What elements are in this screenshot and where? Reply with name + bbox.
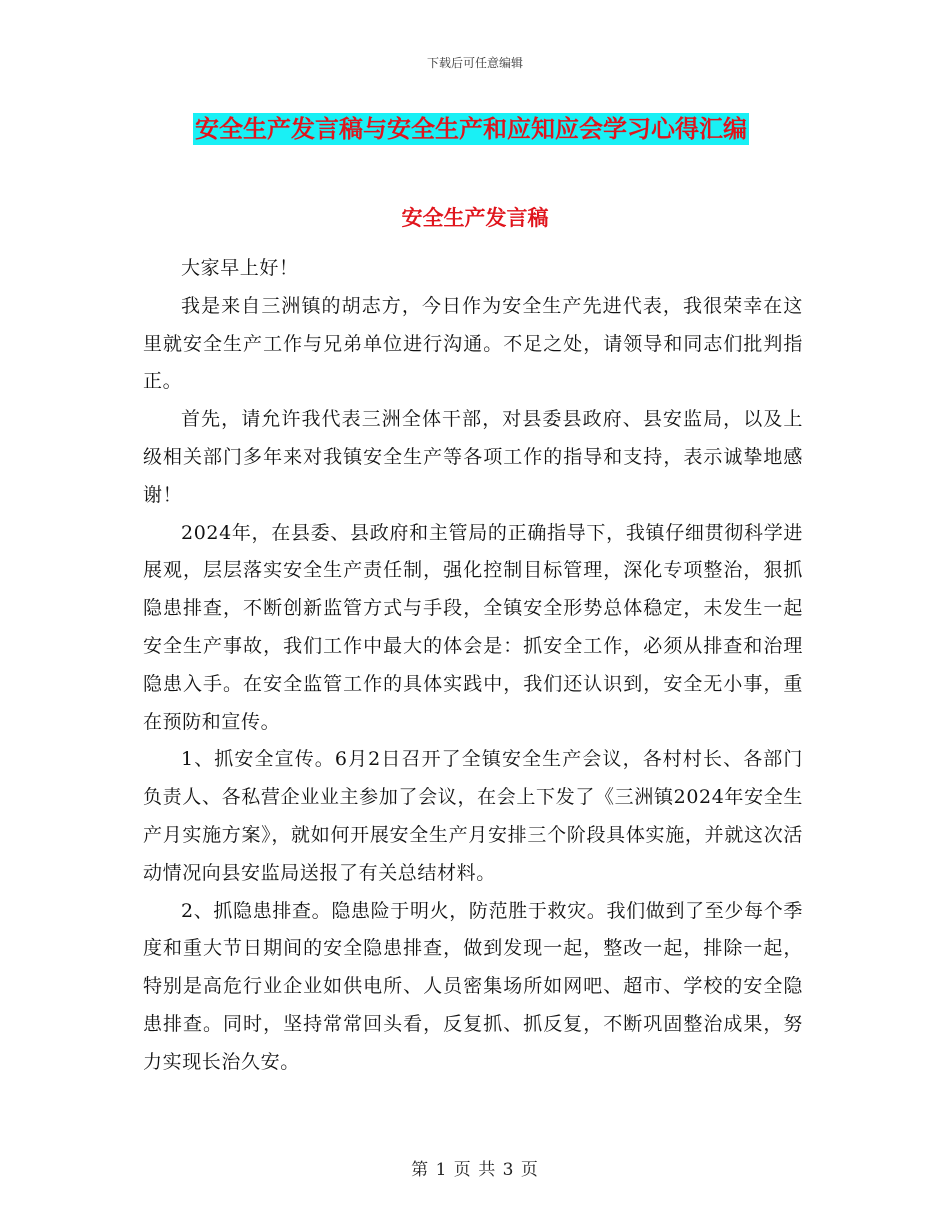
page-footer: 第 1 页 共 3 页 bbox=[411, 1160, 539, 1180]
paragraph-safety-publicity: 1、抓安全宣传。6月2日召开了全镇安全生产会议，各村村长、各部门负责人、各私营企业业主参加了会议，在会上下发了《三洲镇2024年安全生产月实施方案》，就如何开展安全生产月安排三个阶段具体实施，并就这次活动情况向县安监局送报了有关总结材料。 bbox=[143, 748, 803, 884]
paragraph-greeting: 大家早上好！ bbox=[181, 257, 299, 279]
paragraph-thanks: 首先，请允许我代表三洲全体干部，对县委县政府、县安监局，以及上级相关部门多年来对我镇安全生产等各项工作的指导和支持，表示诚挚地感谢！ bbox=[143, 408, 803, 506]
paragraph-introduction: 我是来自三洲镇的胡志方，今日作为安全生产先进代表，我很荣幸在这里就安全生产工作与兄弟单位进行沟通。不足之处，请领导和同志们批判指正。 bbox=[143, 294, 803, 393]
paragraph-summary-2024: 2024年，在县委、县政府和主管局的正确指导下，我镇仔细贯彻科学进展观，层层落实安全生产责任制，强化控制目标管理，深化专项整治，狠抓隐患排查，不断创新监管方式与手段，全镇安全形势总体稳定，未发生一起安全生产事故，我们工作中最大的体会是：抓安全工作，必须从排查和治理隐患入手。在安全监管工作的具体实践中，我们还认识到，安全无小事，重在预防和宣传。 bbox=[143, 521, 803, 733]
document-main-title: 安全生产发言稿与安全生产和应知应会学习心得汇编 bbox=[195, 115, 747, 143]
document-body bbox=[143, 250, 803, 1082]
header-note: 下载后可任意编辑 bbox=[426, 56, 523, 70]
section-title: 安全生产发言稿 bbox=[401, 206, 549, 230]
paragraph-hazard-inspection: 2、抓隐患排查。隐患险于明火，防范胜于救灾。我们做到了至少每个季度和重大节日期间的安全隐患排查，做到发现一起，整改一起，排除一起，特别是高危行业企业如供电所、人员密集场所如网吧、超市、学校的安全隐患排查。同时，坚持常常回头看，反复抓、抓反复，不断巩固整治成果，努力实现长治久安。 bbox=[143, 899, 803, 1073]
